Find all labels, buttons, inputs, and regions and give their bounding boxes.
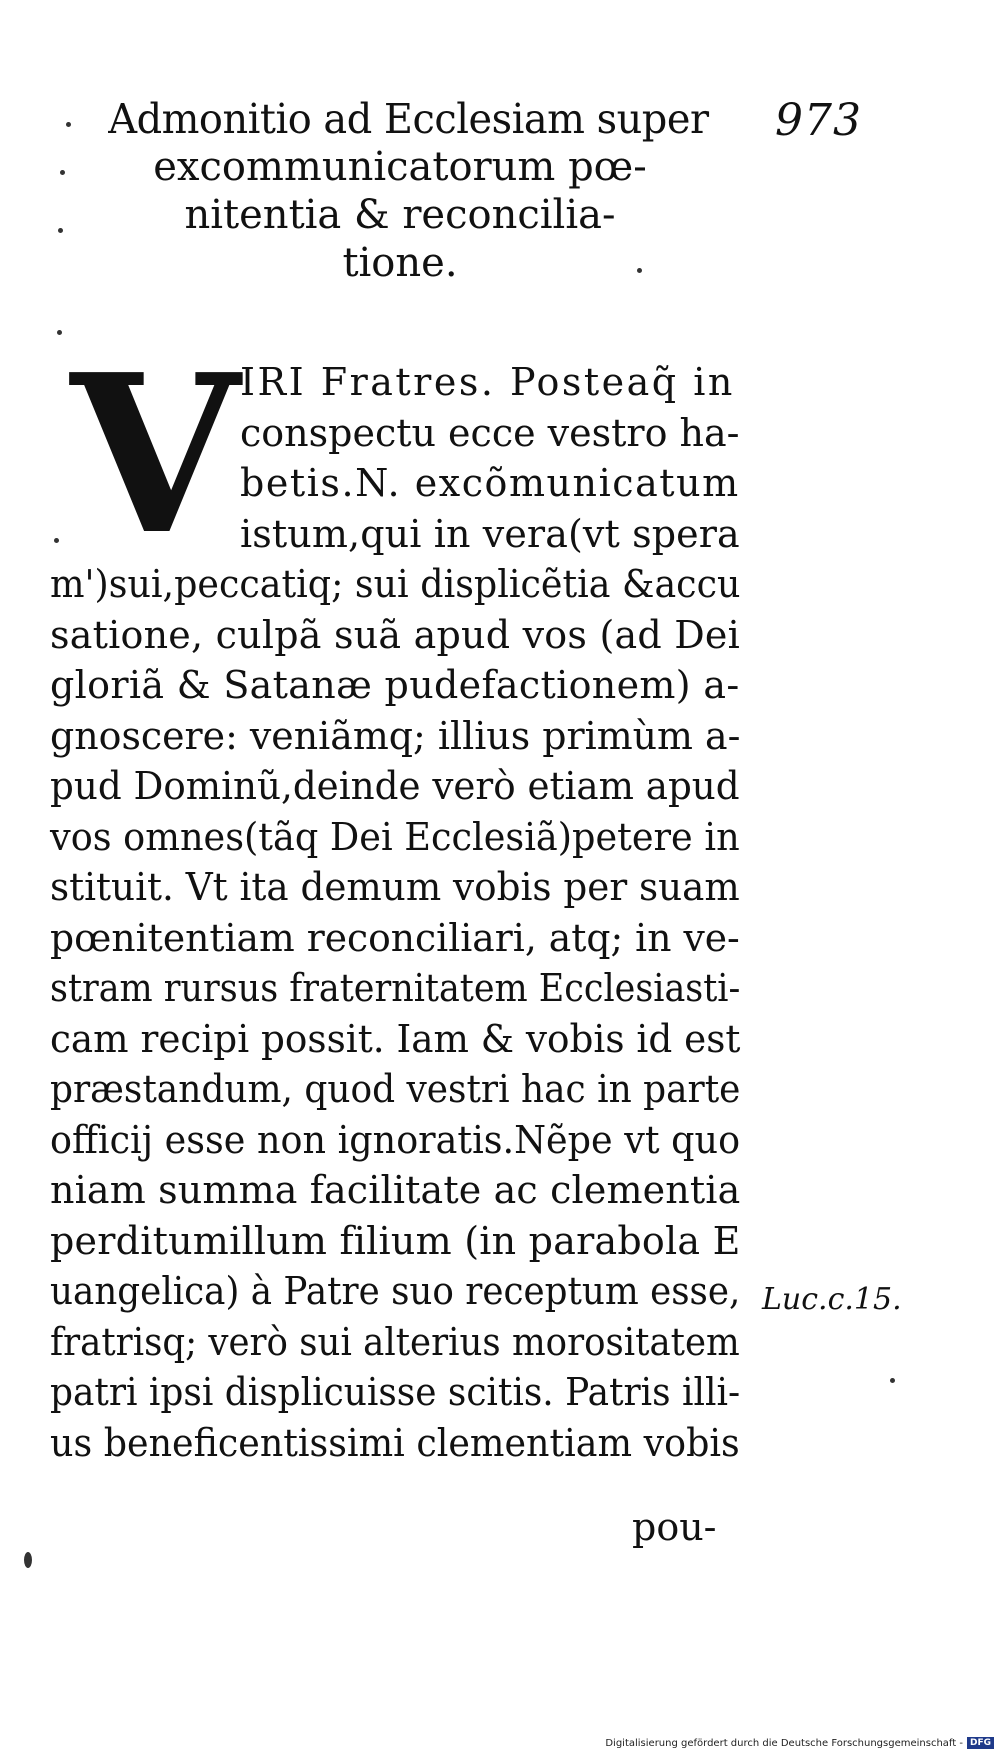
text-line: stituit. Vt ita demum vobis per suam bbox=[50, 865, 740, 909]
heading-line: nitentia & reconcilia- bbox=[184, 192, 616, 238]
text-line: conspectu ecce vestro ha- bbox=[240, 410, 740, 455]
scan-speck bbox=[637, 268, 642, 273]
chapter-heading bbox=[100, 95, 709, 287]
text-line: betis.N. excõmunicatum bbox=[240, 461, 740, 505]
scan-speck bbox=[60, 170, 65, 175]
page-number: 973 bbox=[775, 95, 862, 146]
footer-text: Digitalisierung gefördert durch die Deutsche Forschungsgemeinschaft - bbox=[605, 1737, 963, 1749]
text-line: fratrisq; verò sui alterius morositatem bbox=[50, 1319, 740, 1364]
scan-speck bbox=[66, 122, 71, 127]
text-line: satione, culpã suã apud vos (ad Dei bbox=[50, 612, 741, 657]
text-line: perditumillum filium (in parabola E bbox=[50, 1218, 741, 1263]
text-line: stram rursus fraternitatem Ecclesiasti- bbox=[50, 966, 741, 1010]
text-line: patri ipsi displicuisse scitis. Patris illi- bbox=[50, 1370, 741, 1414]
dfg-logo-icon: DFG bbox=[967, 1737, 994, 1749]
text-line: cam recipi possit. Iam & vobis id est bbox=[50, 1016, 741, 1061]
text-line: uangelica) à Patre suo receptum esse, bbox=[50, 1269, 741, 1313]
heading-line: Admonitio ad Ecclesiam super bbox=[108, 95, 709, 143]
text-line: istum,qui in vera(vt spera bbox=[240, 511, 740, 556]
text-line: m')sui,peccatiq; sui displicẽtia &accu bbox=[50, 562, 741, 606]
scan-speck bbox=[58, 228, 63, 233]
digitization-footer bbox=[605, 1737, 994, 1749]
scan-speck bbox=[890, 1378, 895, 1383]
scan-speck bbox=[57, 330, 62, 335]
text-line: officij esse non ignoratis.Nẽpe vt quo bbox=[50, 1117, 741, 1162]
scan-speck bbox=[54, 538, 59, 543]
catchword: pou- bbox=[632, 1505, 717, 1549]
text-line: vos omnes(tãq Dei Ecclesiã)petere in bbox=[50, 814, 740, 859]
heading-line: tione. bbox=[342, 240, 458, 286]
text-line: gloriã & Satanæ pudefactionem) a- bbox=[50, 663, 740, 707]
scan-speck bbox=[24, 1552, 32, 1568]
text-line: pœnitentiam reconciliari, atq; in ve- bbox=[50, 915, 740, 960]
text-line: gnoscere: veniãmq; illius primùm a- bbox=[50, 713, 741, 758]
text-line: niam summa facilitate ac clementia bbox=[50, 1168, 741, 1212]
text-line: us beneficentissimi clementiam vobis bbox=[50, 1420, 740, 1465]
text-line: pud Dominũ,deinde verò etiam apud bbox=[50, 764, 740, 808]
margin-note: Luc.c.15. bbox=[762, 1282, 902, 1317]
drop-cap: V bbox=[70, 327, 240, 583]
text-line: IRI Fratres. Posteaq̃ in bbox=[240, 360, 735, 404]
heading-line: excommunicatorum pœ- bbox=[153, 144, 647, 190]
text-line: præstandum, quod vestri hac in parte bbox=[50, 1067, 741, 1111]
